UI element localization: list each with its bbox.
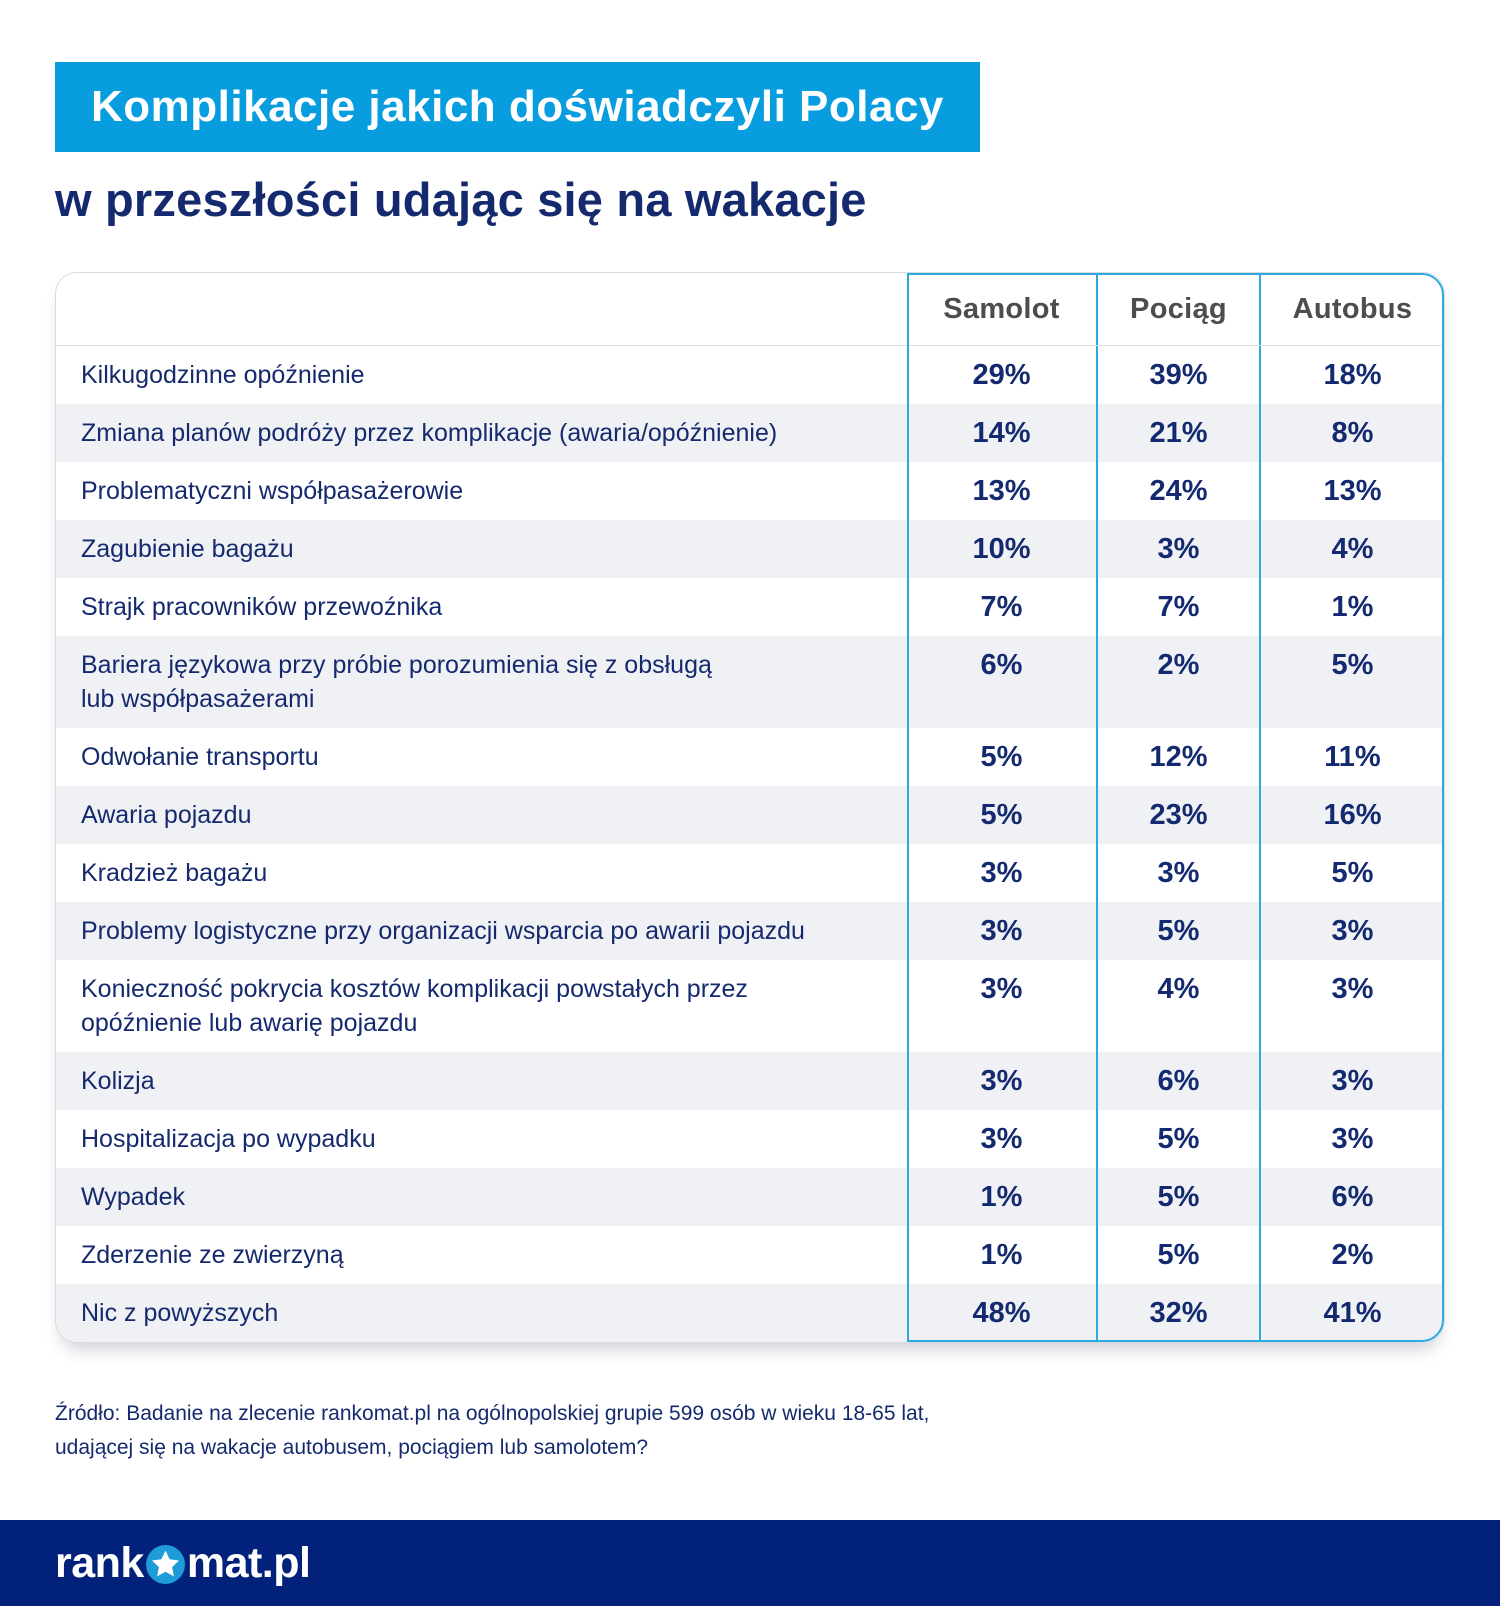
column-header-samolot: Samolot — [943, 292, 1060, 325]
value-samolot: 13% — [972, 475, 1031, 507]
value-autobus: 41% — [1259, 1284, 1444, 1342]
row-label: Hospitalizacja po wypadku — [81, 1125, 376, 1153]
column-header-pociag: Pociąg — [1096, 273, 1259, 345]
value-samolot: 5% — [980, 741, 1023, 773]
row-label: Strajk pracowników przewoźnika — [81, 593, 443, 621]
value-samolot: 3% — [980, 915, 1023, 947]
value-samolot: 3% — [980, 973, 1023, 1005]
source-line1: Źródło: Badanie na zlecenie rankomat.pl na ogólnopolskiej grupie 599 osób w wieku 18-65 lat, — [55, 1402, 930, 1425]
table-row — [56, 902, 1444, 960]
column-header-autobus: Autobus — [1259, 273, 1444, 345]
value-autobus: 3% — [1259, 902, 1444, 960]
value-autobus: 3% — [1259, 1110, 1444, 1168]
title-highlight-bar — [55, 62, 980, 152]
value-pociag: 2% — [1096, 636, 1259, 728]
value-pociag: 12% — [1096, 728, 1259, 786]
table-row — [56, 404, 1444, 462]
row-label: Zderzenie ze zwierzyną — [81, 1241, 344, 1269]
source-line2: udającej się na wakacje autobusem, pociągiem lub samolotem? — [55, 1436, 649, 1459]
value-samolot: 7% — [980, 591, 1023, 623]
value-samolot: 5% — [980, 799, 1023, 831]
row-label: Bariera językowa przy próbie porozumienia się z obsługą lub współpasażerami — [81, 651, 712, 713]
title-block — [0, 0, 1500, 228]
star-circle-icon — [145, 1544, 186, 1585]
row-label: Kradzież bagażu — [81, 859, 268, 887]
value-samolot: 1% — [980, 1239, 1023, 1271]
row-label: Kilkugodzinne opóźnienie — [81, 361, 365, 389]
logo-text-before: rank — [55, 1538, 144, 1587]
table-row — [56, 1052, 1444, 1110]
rankomat-logo — [55, 1539, 310, 1588]
table-row — [56, 578, 1444, 636]
value-pociag: 6% — [1096, 1052, 1259, 1110]
value-autobus: 5% — [1259, 636, 1444, 728]
row-label: Zagubienie bagażu — [81, 535, 294, 563]
value-pociag: 24% — [1096, 462, 1259, 520]
value-pociag: 5% — [1096, 1168, 1259, 1226]
row-label: Konieczność pokrycia kosztów komplikacji powstałych przez opóźnienie lub awarię pojazdu — [81, 975, 748, 1037]
footer-bar — [0, 1520, 1500, 1606]
value-pociag: 32% — [1096, 1284, 1259, 1342]
value-autobus: 1% — [1259, 578, 1444, 636]
table-row — [56, 1168, 1444, 1226]
source-note — [55, 1397, 1445, 1465]
value-pociag: 3% — [1096, 844, 1259, 902]
value-samolot: 10% — [972, 533, 1031, 565]
table-row — [56, 1110, 1444, 1168]
value-autobus: 16% — [1259, 786, 1444, 844]
value-pociag: 39% — [1096, 346, 1259, 404]
value-autobus: 2% — [1259, 1226, 1444, 1284]
row-label: Nic z powyższych — [81, 1299, 279, 1327]
value-autobus: 5% — [1259, 844, 1444, 902]
complications-table — [55, 272, 1445, 1343]
table-row — [56, 786, 1444, 844]
table-body — [56, 346, 1444, 1342]
header-empty-cell — [56, 273, 907, 345]
row-label: Awaria pojazdu — [81, 801, 252, 829]
value-autobus: 11% — [1259, 728, 1444, 786]
value-pociag: 7% — [1096, 578, 1259, 636]
table-row — [56, 636, 1444, 728]
value-pociag: 21% — [1096, 404, 1259, 462]
value-samolot: 48% — [972, 1297, 1031, 1329]
table-row — [56, 1226, 1444, 1284]
value-autobus: 3% — [1259, 960, 1444, 1052]
row-label: Kolizja — [81, 1067, 155, 1095]
value-autobus: 6% — [1259, 1168, 1444, 1226]
value-pociag: 5% — [1096, 1226, 1259, 1284]
value-samolot: 1% — [980, 1181, 1023, 1213]
value-samolot: 3% — [980, 1123, 1023, 1155]
row-label: Wypadek — [81, 1183, 185, 1211]
value-autobus: 4% — [1259, 520, 1444, 578]
row-label: Problematyczni współpasażerowie — [81, 477, 464, 505]
value-autobus: 13% — [1259, 462, 1444, 520]
table-row — [56, 844, 1444, 902]
row-label: Odwołanie transportu — [81, 743, 319, 771]
table-row — [56, 346, 1444, 404]
value-samolot: 6% — [980, 649, 1023, 681]
value-pociag: 4% — [1096, 960, 1259, 1052]
logo-text-after: mat.pl — [186, 1538, 311, 1587]
page-title-line1: Komplikacje jakich doświadczyli Polacy — [91, 82, 944, 131]
page-title-line2: w przeszłości udając się na wakacje — [55, 173, 867, 226]
value-samolot: 3% — [980, 857, 1023, 889]
row-label: Zmiana planów podróży przez komplikacje (awaria/opóźnienie) — [81, 419, 778, 447]
value-samolot: 3% — [980, 1065, 1023, 1097]
value-pociag: 3% — [1096, 520, 1259, 578]
value-pociag: 5% — [1096, 1110, 1259, 1168]
value-autobus: 18% — [1259, 346, 1444, 404]
table-row — [56, 960, 1444, 1052]
value-samolot: 14% — [972, 417, 1031, 449]
value-pociag: 5% — [1096, 902, 1259, 960]
table-header-row — [56, 273, 1444, 346]
table-row — [56, 728, 1444, 786]
value-pociag: 23% — [1096, 786, 1259, 844]
table-row — [56, 520, 1444, 578]
value-autobus: 8% — [1259, 404, 1444, 462]
row-label: Problemy logistyczne przy organizacji wsparcia po awarii pojazdu — [81, 917, 805, 945]
table-row — [56, 462, 1444, 520]
value-samolot: 29% — [972, 359, 1031, 391]
value-autobus: 3% — [1259, 1052, 1444, 1110]
table-row — [56, 1284, 1444, 1342]
